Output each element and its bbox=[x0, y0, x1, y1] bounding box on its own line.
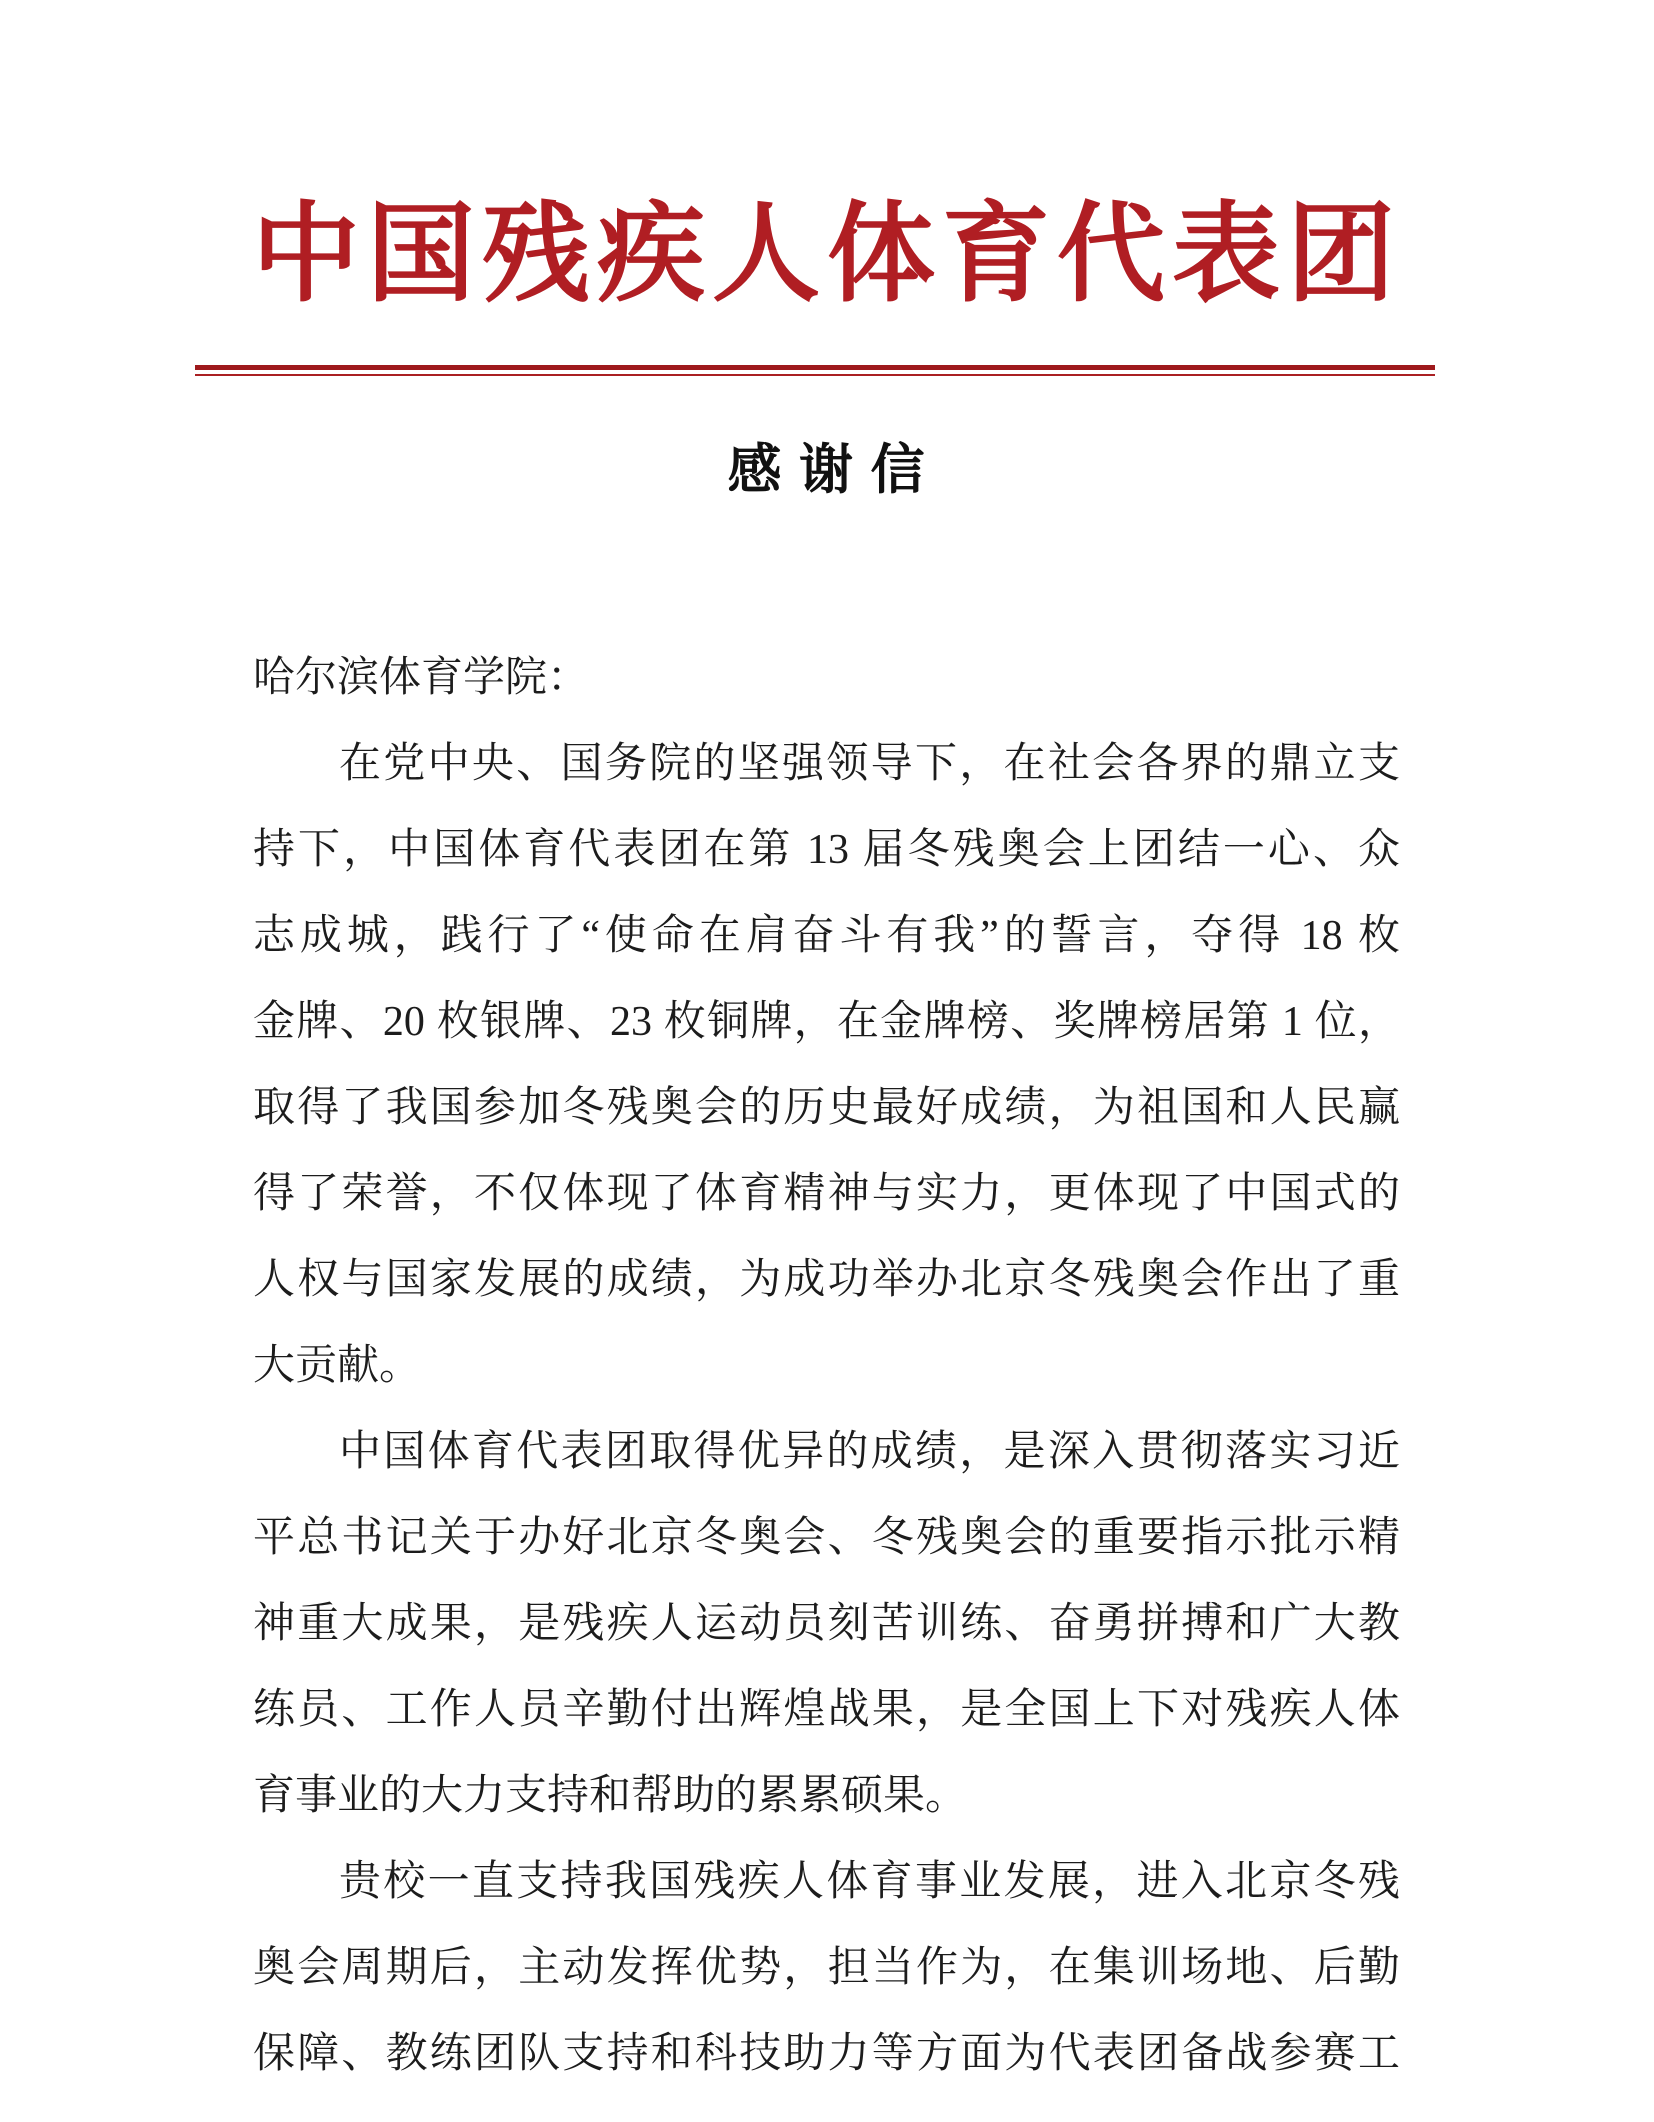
body-line: 神重大成果，是残疾人运动员刻苦训练、奋勇拼搏和广大教 bbox=[253, 1601, 1400, 1647]
body-line: 中国体育代表团取得优异的成绩，是深入贯彻落实习近 bbox=[339, 1429, 1400, 1475]
body-line: 取得了我国参加冬残奥会的历史最好成绩，为祖国和人民赢 bbox=[253, 1085, 1400, 1131]
body-line: 人权与国家发展的成绩，为成功举办北京冬残奥会作出了重 bbox=[253, 1257, 1400, 1303]
body-line: 持下，中国体育代表团在第 13 届冬残奥会上团结一心、众 bbox=[253, 827, 1400, 873]
body-line: 平总书记关于办好北京冬奥会、冬残奥会的重要指示批示精 bbox=[253, 1515, 1400, 1561]
body-line: 保障、教练团队支持和科技助力等方面为代表团备战参赛工 bbox=[253, 2031, 1400, 2077]
body-line: 在党中央、国务院的坚强领导下，在社会各界的鼎立支 bbox=[339, 741, 1400, 787]
letter-title: 感 谢 信 bbox=[727, 440, 927, 500]
letter-body bbox=[253, 635, 1400, 2097]
body-line: 奥会周期后，主动发挥优势，担当作为，在集训场地、后勤 bbox=[253, 1945, 1400, 1991]
letterhead-rule-thin bbox=[195, 374, 1435, 376]
body-line: 大贡献。 bbox=[253, 1343, 422, 1389]
letterhead-org-title: 中国残疾人体育代表团 bbox=[251, 196, 1402, 315]
body-line-salutation: 哈尔滨体育学院： bbox=[253, 655, 590, 701]
body-line: 贵校一直支持我国残疾人体育事业发展，进入北京冬残 bbox=[339, 1859, 1400, 1905]
body-line: 育事业的大力支持和帮助的累累硕果。 bbox=[253, 1773, 968, 1819]
body-line: 得了荣誉，不仅体现了体育精神与实力，更体现了中国式的 bbox=[253, 1171, 1400, 1217]
body-line: 练员、工作人员辛勤付出辉煌战果，是全国上下对残疾人体 bbox=[253, 1687, 1400, 1733]
letterhead-rule-thick bbox=[195, 365, 1435, 370]
body-line: 金牌、20 枚银牌、23 枚铜牌，在金牌榜、奖牌榜居第 1 位， bbox=[253, 999, 1400, 1045]
body-line: 志成城，践行了“使命在肩奋斗有我”的誓言，夺得 18 枚 bbox=[253, 913, 1400, 959]
